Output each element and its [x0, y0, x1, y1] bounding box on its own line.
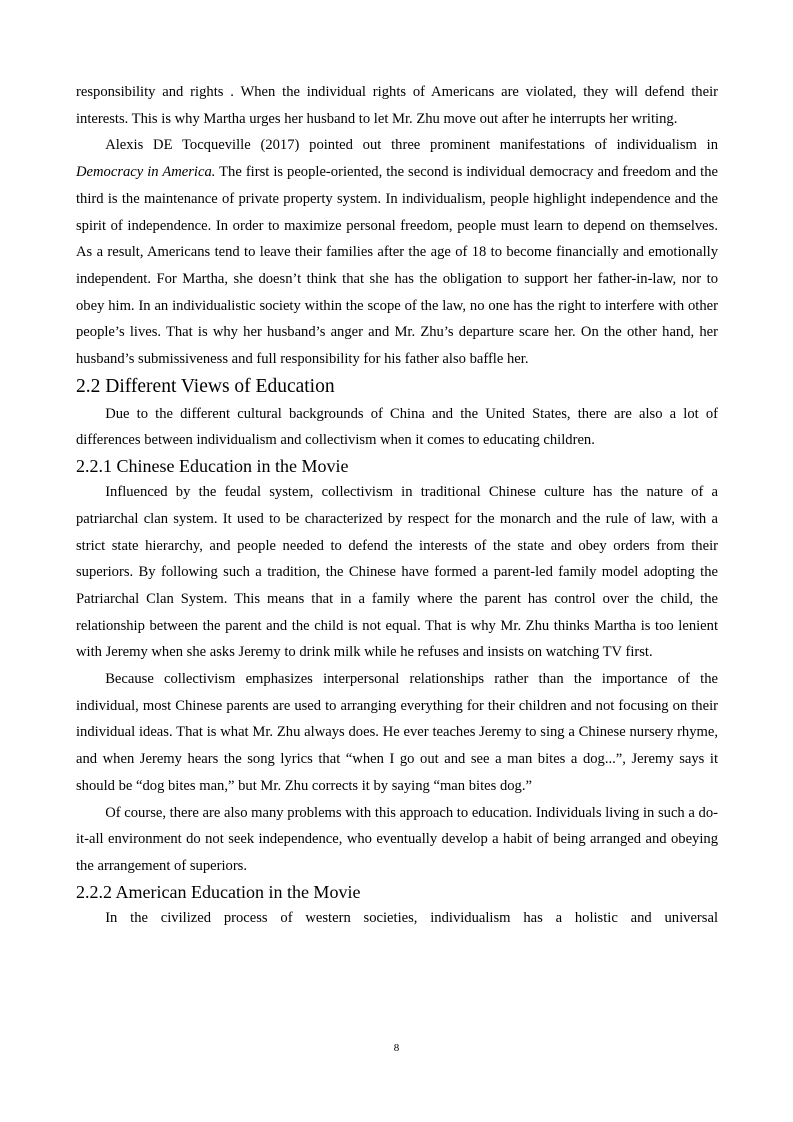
- section-heading-2-2: 2.2 Different Views of Education: [76, 375, 335, 397]
- tocqueville-text-start: Alexis DE Tocqueville (2017) pointed out three prominent manifestations of individualism in: [105, 137, 718, 154]
- paragraph-chinese-education-2: Because collectivism emphasizes interpersonal relationships rather than the importance of the individual, most Chinese parents are used to arranging everything for their children and not focusing on their individual ideas. That is what Mr. Zhu always does. He ever teaches Jeremy to sing a Chinese nursery rhyme, and when Jeremy hears the song lyrics that “when I go out and see a man bites a dog...”, Jeremy says it should be “dog bites man,” but Mr. Zhu corrects it by saying “man bites dog.”: [76, 671, 718, 794]
- section-heading-2-2-1: 2.2.1 Chinese Education in the Movie: [76, 456, 349, 477]
- tocqueville-text-end: The first is people-oriented, the second is individual democracy and freedom and the third is the maintenance of private property system. In individualism, people highlight independence and the spirit of independence. In order to maximize personal freedom, people must learn to depend on themselves. As a result, Americans tend to leave their families after the age of 18 to become financially and emotionally independent. For Martha, she doesn’t think that she has the obligation to support her father-in-law, nor to obey him. In an individualistic society within the scope of the law, no one has the right to interfere with other people’s lives. That is why her husband’s anger and Mr. Zhu’s departure scare her. On the other hand, her husband’s submissiveness and full responsibility for his father also baffle her.: [76, 164, 718, 368]
- paragraph-chinese-education-3: Of course, there are also many problems with this approach to education. Individuals living in such a do-it-all environment do not seek independence, who eventually develop a habit of being arranged and obeying the arrangement of superiors.: [76, 804, 718, 874]
- section-heading-2-2-2: 2.2.2 American Education in the Movie: [76, 881, 361, 902]
- paragraph-american-education: In the civilized process of western societies, individualism has a holistic and universal: [105, 909, 718, 926]
- book-title: Democracy in America.: [76, 164, 216, 181]
- paragraph-tocqueville: [76, 132, 718, 372]
- paragraph-education-intro: Due to the different cultural backgrounds of China and the United States, there are also a lot of differences between individualism and collectivism when it comes to educating children.: [76, 405, 718, 449]
- page-number: 8: [393, 1042, 400, 1054]
- document-page: [76, 79, 718, 931]
- paragraph-continued: responsibility and rights . When the individual rights of Americans are violated, they will defend their interests. This is why Martha urges her husband to let Mr. Zhu move out after he interrupts her writing.: [76, 84, 718, 127]
- paragraph-chinese-education-1: Influenced by the feudal system, collectivism in traditional Chinese culture has the nature of a patriarchal clan system. It used to be characterized by respect for the monarch and the rule of law, with a strict state hierarchy, and people needed to defend the interests of the state and obey orders from their superiors. By following such a tradition, the Chinese have formed a parent-led family model adopting the Patriarchal Clan System. This means that in a family where the parent has control over the child, the relationship between the parent and the child is not equal. That is why Mr. Zhu thinks Martha is too lenient with Jeremy when she asks Jeremy to drink milk while he refuses and insists on watching TV first.: [76, 484, 718, 661]
